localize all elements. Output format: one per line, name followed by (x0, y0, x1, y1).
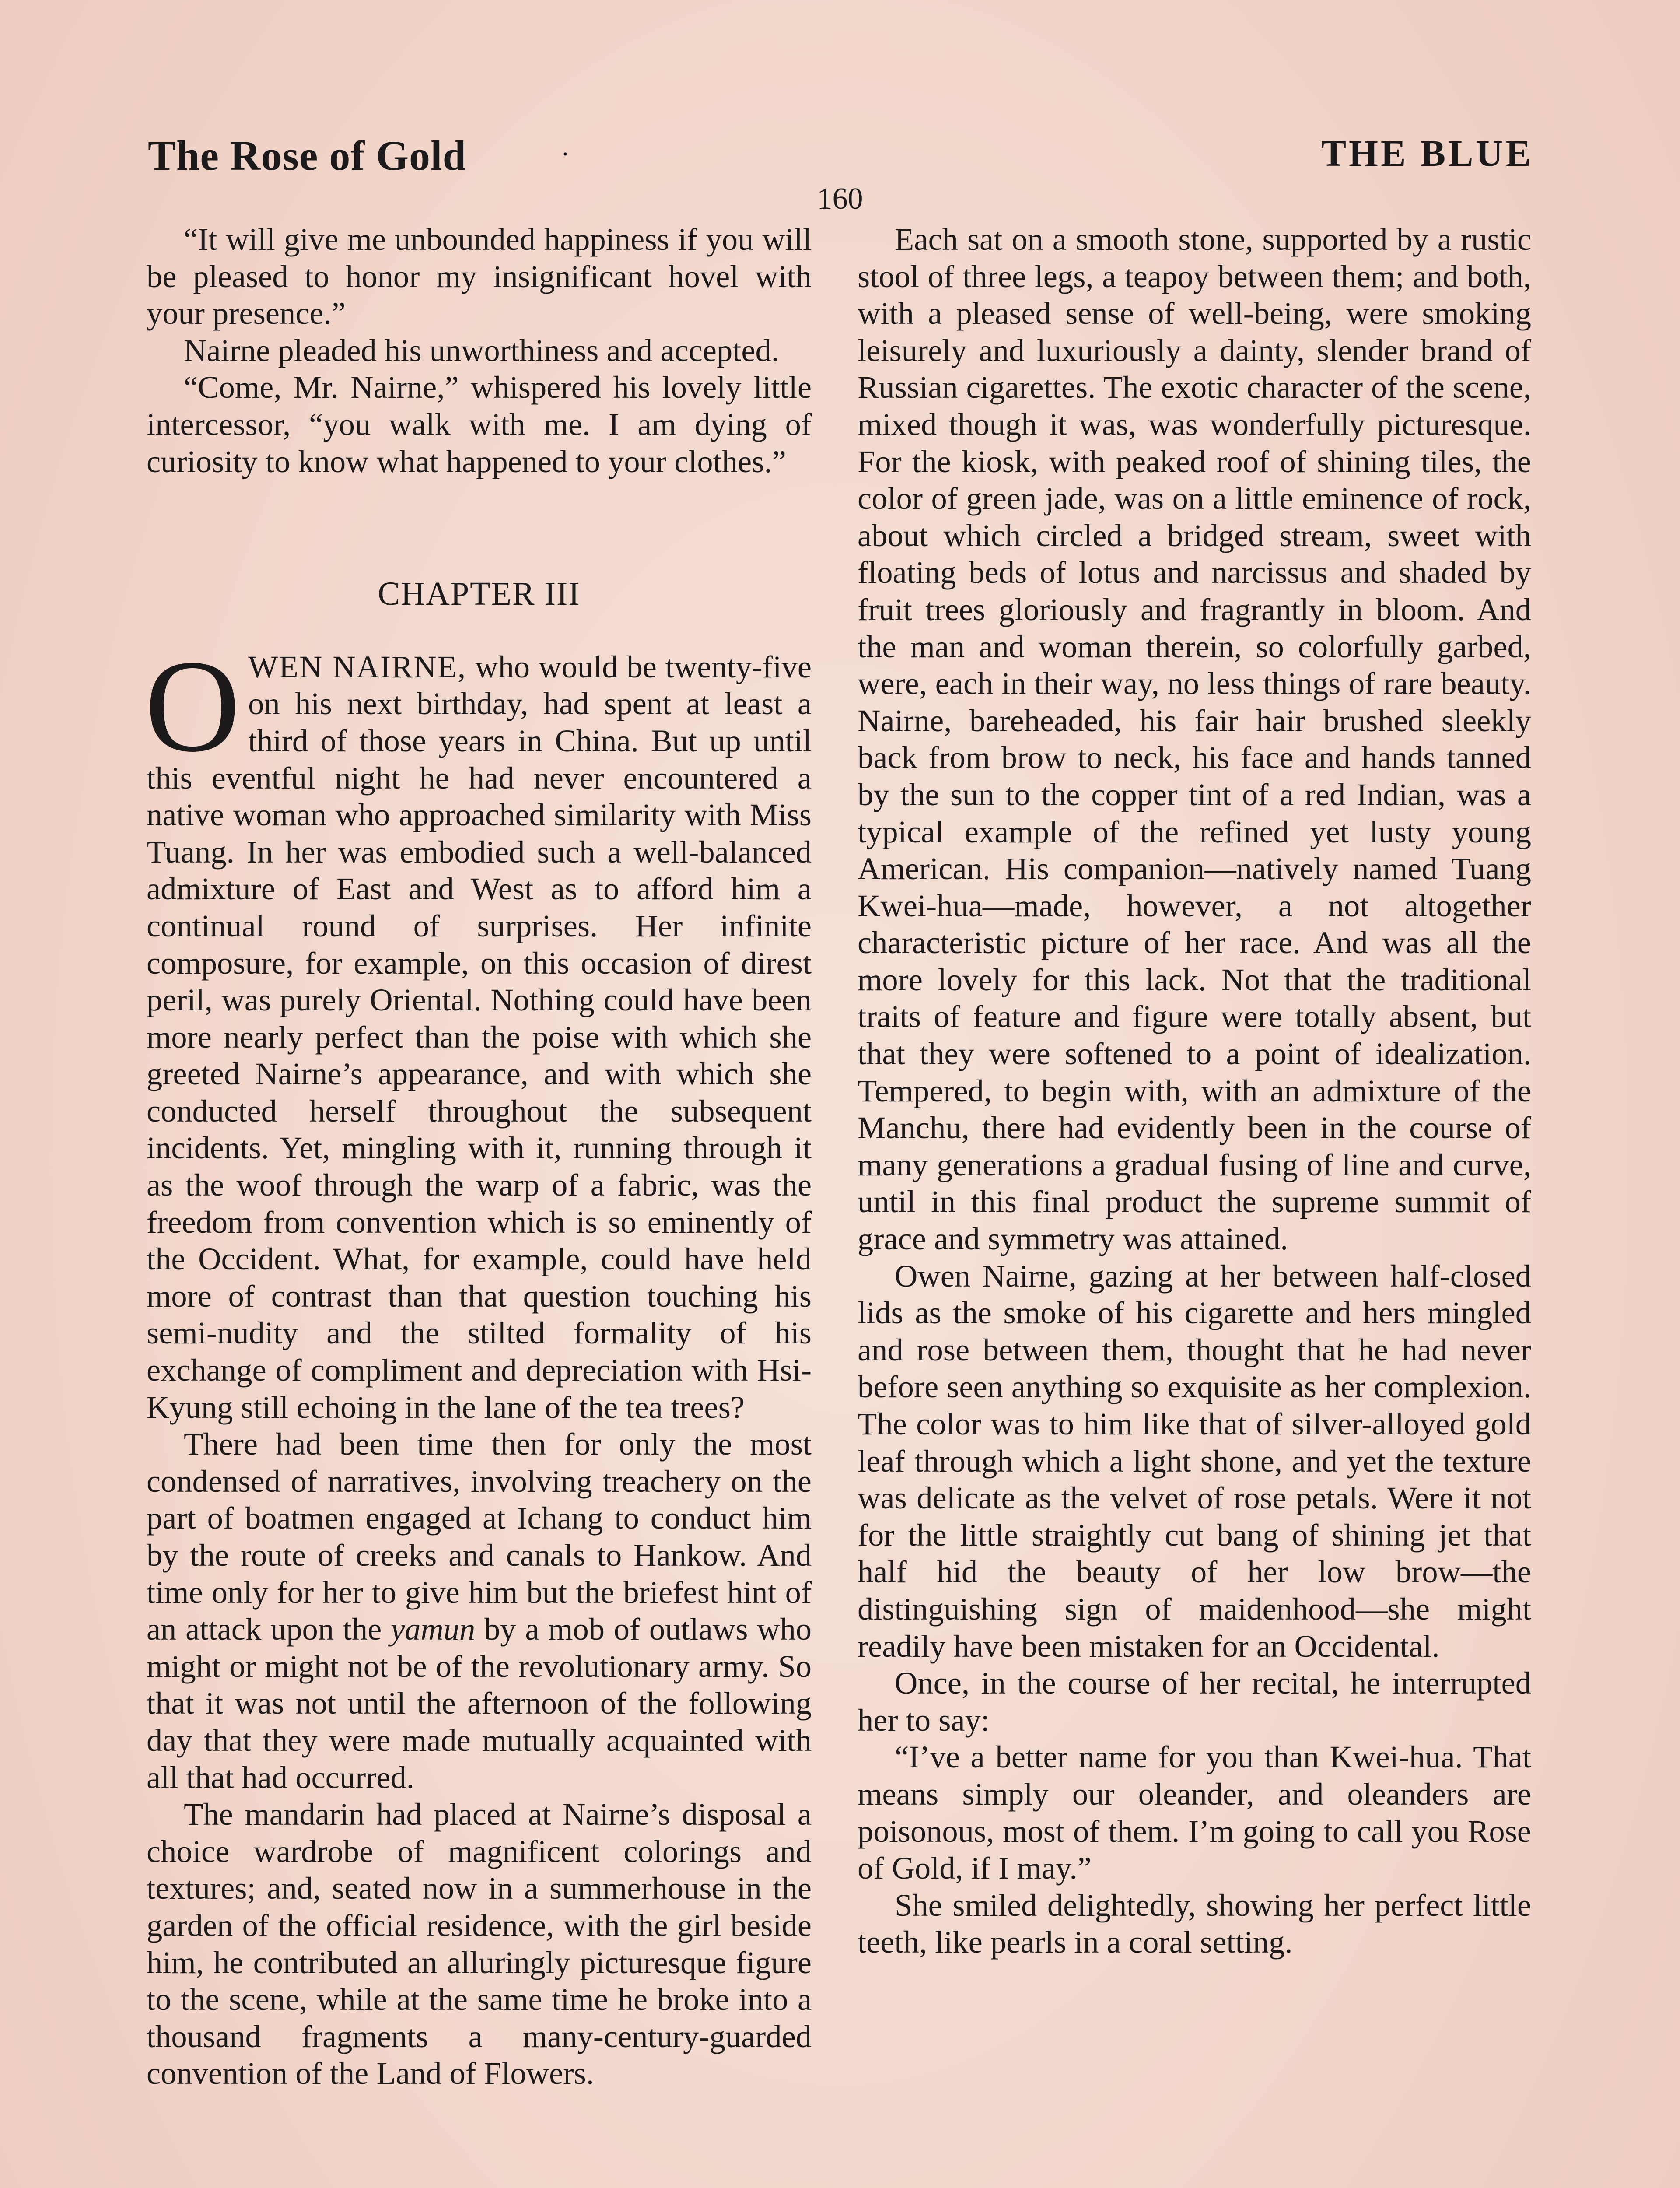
paragraph-text: by a mob of outlaws who might or might not be of the revolutionary army. So that it was not until the afternoon of the following day that they were made mutually acquainted with all that had occurred. (147, 1611, 812, 1795)
drop-cap: O (145, 633, 241, 779)
paragraph (147, 1426, 812, 1796)
paragraph: She smiled delightedly, showing her perfect little teeth, like pearls in a coral setting. (858, 1887, 1531, 1960)
paragraph: Owen Nairne, gazing at her between half-closed lids as the smoke of his cigarette and hers mingled and rose between them, thought that he had never before seen anything so exquisite as her complexion. The color was to him like that of silver-alloyed gold leaf through which a light shone, and yet the texture was delicate as the velvet of rose petals. Were it not for the little straightly cut bang of shining jet that half hid the beauty of her low brow—the distinguishing sign of maidenhood—she might readily have been mistaken for an Occidental. (858, 1258, 1531, 1664)
left-column (147, 221, 812, 2092)
right-column (858, 221, 1531, 1961)
paragraph: “Come, Mr. Nairne,” whispered his lovely little intercessor, “you walk with me. I am dying of curiosity to know what happened to your clothes.” (147, 369, 812, 479)
paragraph: “It will give me unbounded happiness if you will be pleased to honor my insignificant hovel with your presence.” (147, 221, 812, 331)
opening-words: WEN NAIRNE, (248, 649, 467, 684)
running-title-left: The Rose of Gold (148, 132, 467, 179)
page-number: 160 (817, 182, 863, 216)
italic-word: yamun (390, 1611, 476, 1647)
header-dot: · (561, 140, 570, 168)
paragraph: Nairne pleaded his unworthiness and accepted. (184, 332, 779, 368)
paragraph: “I’ve a better name for you than Kwei-hua. That means simply our oleander, and oleanders are poisonous, most of them. I’m going to call you Rose of Gold, if I may.” (858, 1739, 1531, 1886)
chapter-heading: CHAPTER III (378, 575, 581, 613)
paragraph: Each sat on a smooth stone, supported by a rustic stool of three legs, a teapoy between them; and both, with a pleased sense of well-being, were smoking leisurely and luxuriously a dainty, slender brand of Russian cigarettes. The exotic character of the scene, mixed though it was, was wonderfully picturesque. For the kiosk, with peaked roof of shining tiles, the color of green jade, was on a little eminence of rock, about which circled a bridged stream, sweet with floating beds of lotus and narcissus and shaded by fruit trees gloriously and fragrantly in bloom. And the man and woman therein, so colorfully garbed, were, each in their way, no less things of rare beauty. Nairne, bareheaded, his fair hair brushed sleekly back from brow to neck, his face and hands tanned by the sun to the copper tint of a red Indian, was a typical example of the refined yet lusty young American. His companion—natively named Tuang Kwei-hua—made, however, a not altogether characteristic picture of her race. And was all the more lovely for this lack. Not that the traditional traits of feature and figure were totally absent, but that they were softened to a point of idealization. Tempered, to begin with, with an admixture of the Manchu, there had evidently been in the course of many generations a gradual fusing of line and curve, until in this final product the supreme summit of grace and symmetry was attained. (858, 221, 1531, 1257)
running-title-right: THE BLUE (1321, 132, 1533, 174)
paragraph: Once, in the course of her recital, he interrupted her to say: (858, 1665, 1531, 1738)
paragraph: The mandarin had placed at Nairne’s disposal a choice wardrobe of magnificent colorings and textures; and, seated now in a summerhouse in the garden of the official residence, with the girl beside him, he contributed an alluringly picturesque figure to the scene, while at the same time he broke into a thousand fragments a many-century-guarded convention of the Land of Flowers. (147, 1796, 812, 2091)
paragraph-text: who would be twenty-five on his next birthday, had spent at least a third of those years in China. But up until this eventful night he had never encountered a native woman who approached similarity with Miss Tuang. In her was embodied such a well-balanced admixture of East and West as to afford him a continual round of surprises. Her infinite composure, for example, on this occasion of direst peril, was purely Oriental. Nothing could have been more nearly perfect than the poise with which she greeted Nairne’s appearance, and with which she conducted herself throughout the subsequent incidents. Yet, mingling with it, running through it as the woof through the warp of a fabric, was the freedom from convention which is so eminently of the Occident. What, for example, could have held more of contrast than that question touching his semi-nudity and the stilted formality of his exchange of compliment and depreciation with Hsi-Kyung still echoing in the lane of the tea trees? (147, 649, 812, 1425)
paragraph-text: There had been time then for only the most condensed of narratives, involving treachery on the part of boatmen engaged at Ichang to conduct him by the route of creeks and canals to Hankow. And time only for her to give him but the briefest hint of an attack upon the (147, 1426, 812, 1647)
chapter-opening-paragraph (145, 633, 812, 1426)
